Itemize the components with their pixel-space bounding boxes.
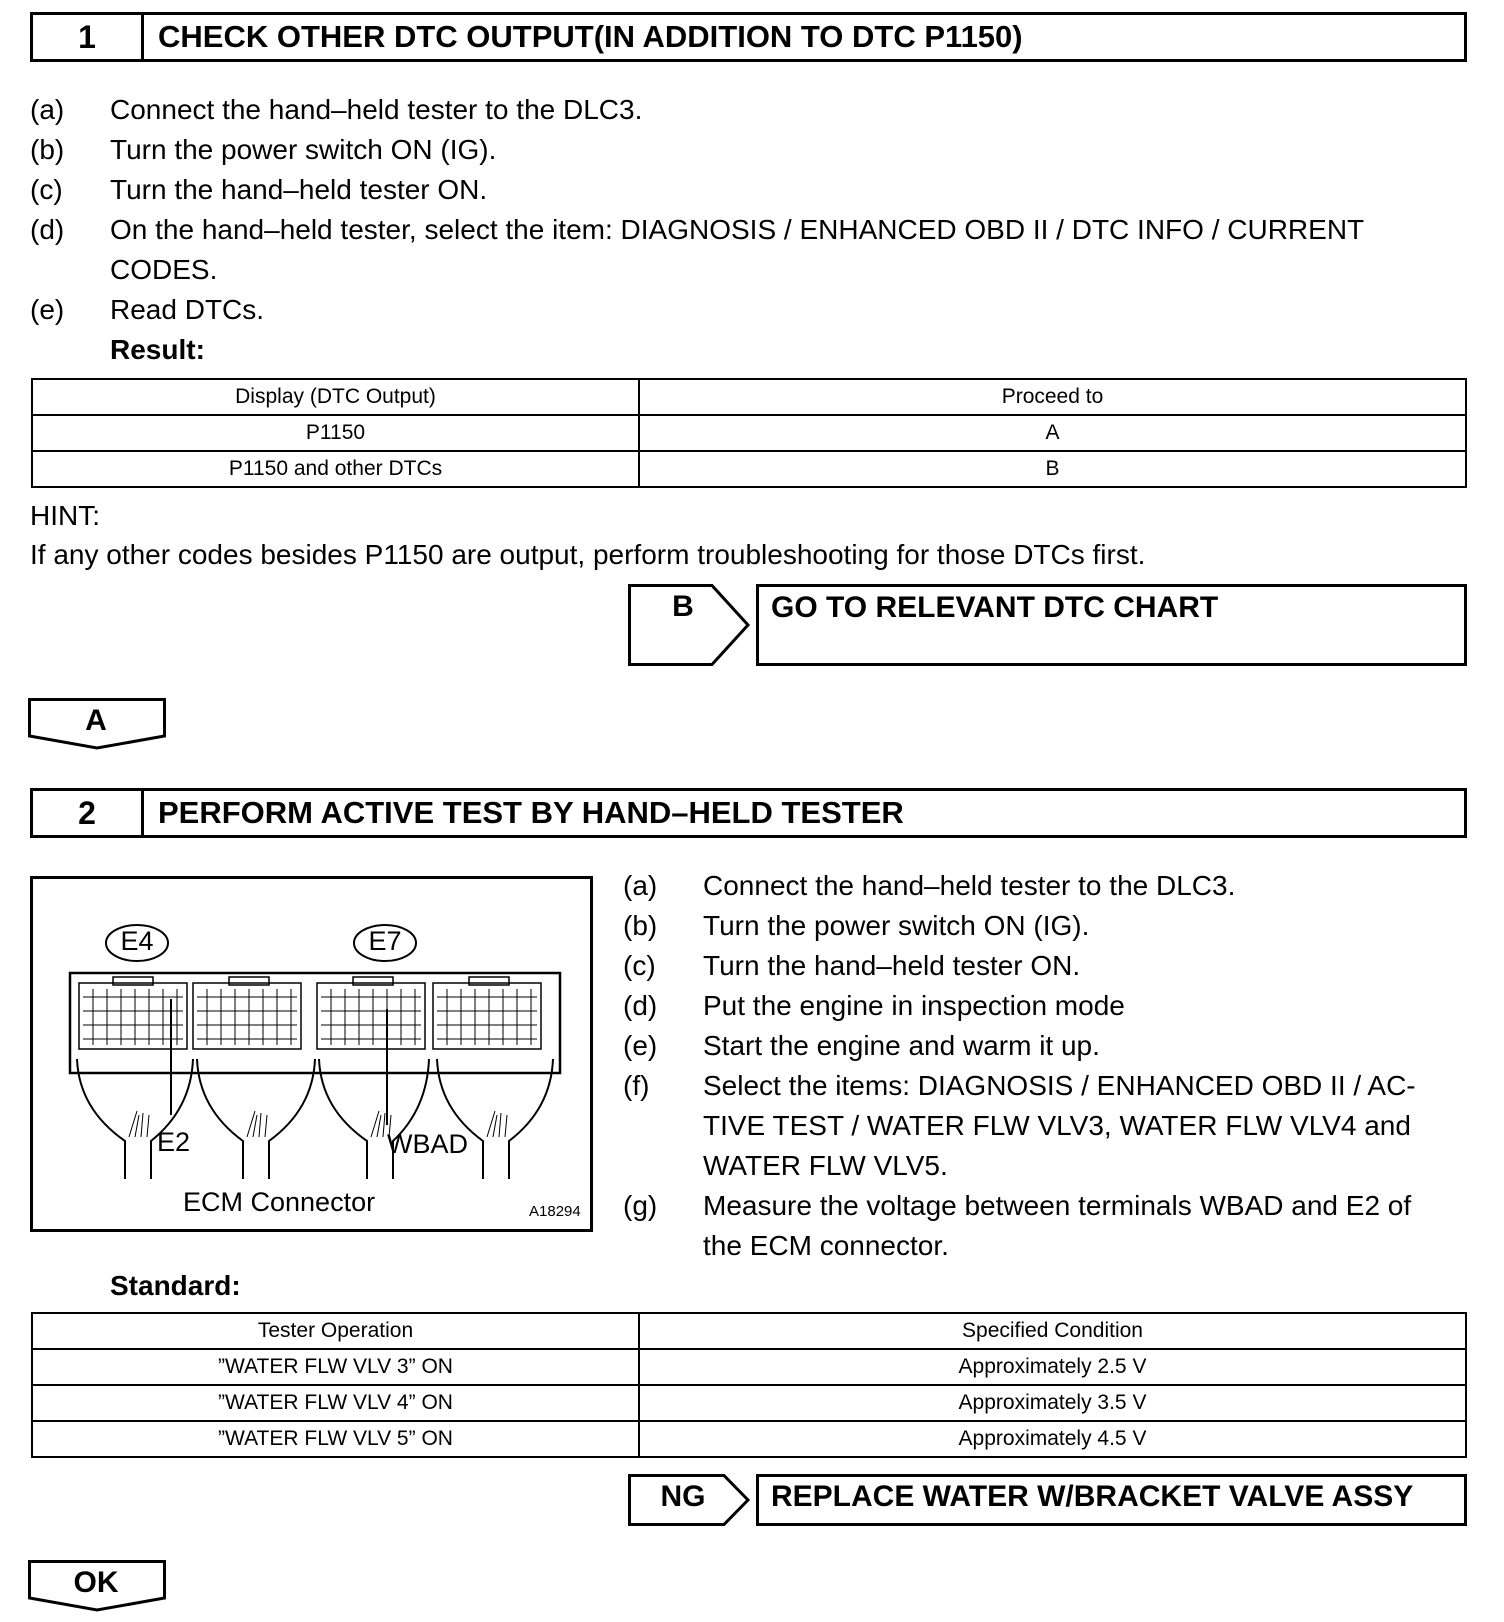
instruction-label: (f) — [623, 1070, 650, 1101]
table-cell: Approximately 3.5 V — [639, 1385, 1466, 1421]
instruction-text: Connect the hand–held tester to the DLC3. — [110, 94, 643, 125]
result-label: Result: — [110, 334, 205, 365]
instruction-label: (c) — [623, 950, 656, 981]
instruction-label: (g) — [623, 1190, 658, 1221]
instruction-label: (a) — [623, 870, 658, 901]
branch-b-action-box — [756, 584, 1467, 666]
table-header: Proceed to — [639, 379, 1466, 415]
hint-text: If any other codes besides P1150 are output, perform troubleshooting for those DTCs first. — [30, 539, 1146, 570]
instruction-text: Select the items: DIAGNOSIS / ENHANCED OBD II / AC- — [703, 1070, 1416, 1101]
branch-ng-action: REPLACE WATER W/BRACKET VALVE ASSY — [771, 1480, 1414, 1513]
table-row — [32, 1349, 1466, 1385]
branch-ng-label: NG — [660, 1480, 706, 1513]
table-row — [32, 415, 1466, 451]
step2-number: 2 — [33, 791, 144, 835]
instruction-text: On the hand–held tester, select the item: DIAGNOSIS / ENHANCED OBD II / DTC INFO / CURRENT — [110, 214, 1365, 245]
table-cell: ”WATER FLW VLV 4” ON — [32, 1385, 639, 1421]
table-cell: Approximately 2.5 V — [639, 1349, 1466, 1385]
branch-ng-tag — [628, 1474, 752, 1526]
table-row — [32, 451, 1466, 487]
instruction-text: TIVE TEST / WATER FLW VLV3, WATER FLW VLV4 and — [703, 1110, 1411, 1141]
instruction-text: Measure the voltage between terminals WBAD and E2 of — [703, 1190, 1412, 1221]
result-table — [31, 378, 1467, 488]
instruction-label: (a) — [30, 94, 65, 125]
table-row — [32, 1421, 1466, 1457]
instruction-text: Turn the hand–held tester ON. — [110, 174, 488, 205]
table-header-row — [32, 379, 1466, 415]
diagram-caption: ECM Connector — [183, 1187, 376, 1217]
hint-label: HINT: — [30, 500, 100, 531]
branch-b-action: GO TO RELEVANT DTC CHART — [771, 591, 1219, 624]
step1-number: 1 — [33, 15, 144, 59]
branch-ng-action-box — [756, 1474, 1467, 1526]
table-cell: B — [639, 451, 1466, 487]
standard-table — [31, 1312, 1467, 1458]
next-ok-tag — [28, 1560, 168, 1612]
figure-id: A18294 — [529, 1203, 581, 1220]
step1-title: CHECK OTHER DTC OUTPUT(IN ADDITION TO DTC P1150) — [158, 19, 1023, 54]
table-cell: P1150 — [32, 415, 639, 451]
table-cell: Approximately 4.5 V — [639, 1421, 1466, 1457]
instruction-label: (d) — [30, 214, 65, 245]
connector-label-e4: E4 — [120, 926, 154, 956]
instruction-label: (d) — [623, 990, 658, 1021]
terminal-label-e2: E2 — [157, 1127, 191, 1157]
instruction-label: (b) — [623, 910, 658, 941]
branch-b-tag — [628, 584, 752, 666]
instruction-text: Turn the power switch ON (IG). — [703, 910, 1090, 941]
instruction-label: (e) — [623, 1030, 658, 1061]
table-cell: A — [639, 415, 1466, 451]
instruction-text: Read DTCs. — [110, 294, 265, 325]
instruction-text: Turn the power switch ON (IG). — [110, 134, 497, 165]
next-a-label: A — [85, 704, 107, 737]
next-a-tag — [28, 698, 168, 750]
instruction-text: Put the engine in inspection mode — [703, 990, 1125, 1021]
table-header: Tester Operation — [32, 1313, 639, 1349]
instruction-label: (e) — [30, 294, 65, 325]
table-header-row — [32, 1313, 1466, 1349]
terminal-label-wbad: WBAD — [387, 1129, 468, 1159]
branch-b-label: B — [672, 590, 694, 623]
instruction-label: (c) — [30, 174, 63, 205]
instruction-text: Connect the hand–held tester to the DLC3. — [703, 870, 1236, 901]
connector-label-e7: E7 — [368, 926, 402, 956]
instruction-text-continued: CODES. — [110, 254, 218, 285]
table-header: Specified Condition — [639, 1313, 1466, 1349]
table-cell: ”WATER FLW VLV 3” ON — [32, 1349, 639, 1385]
instruction-text: the ECM connector. — [703, 1230, 949, 1261]
table-row — [32, 1385, 1466, 1421]
standard-label: Standard: — [110, 1270, 241, 1301]
table-cell: ”WATER FLW VLV 5” ON — [32, 1421, 639, 1457]
step2-header — [30, 788, 1467, 838]
instruction-text: Turn the hand–held tester ON. — [703, 950, 1081, 981]
ecm-connector-diagram — [30, 876, 593, 1232]
instruction-text: Start the engine and warm it up. — [703, 1030, 1100, 1061]
step2-title: PERFORM ACTIVE TEST BY HAND–HELD TESTER — [158, 795, 904, 830]
table-cell: P1150 and other DTCs — [32, 451, 639, 487]
instruction-text: WATER FLW VLV5. — [703, 1150, 948, 1181]
instruction-label: (b) — [30, 134, 65, 165]
next-ok-label: OK — [73, 1566, 119, 1599]
step1-header — [30, 12, 1467, 62]
table-header: Display (DTC Output) — [32, 379, 639, 415]
